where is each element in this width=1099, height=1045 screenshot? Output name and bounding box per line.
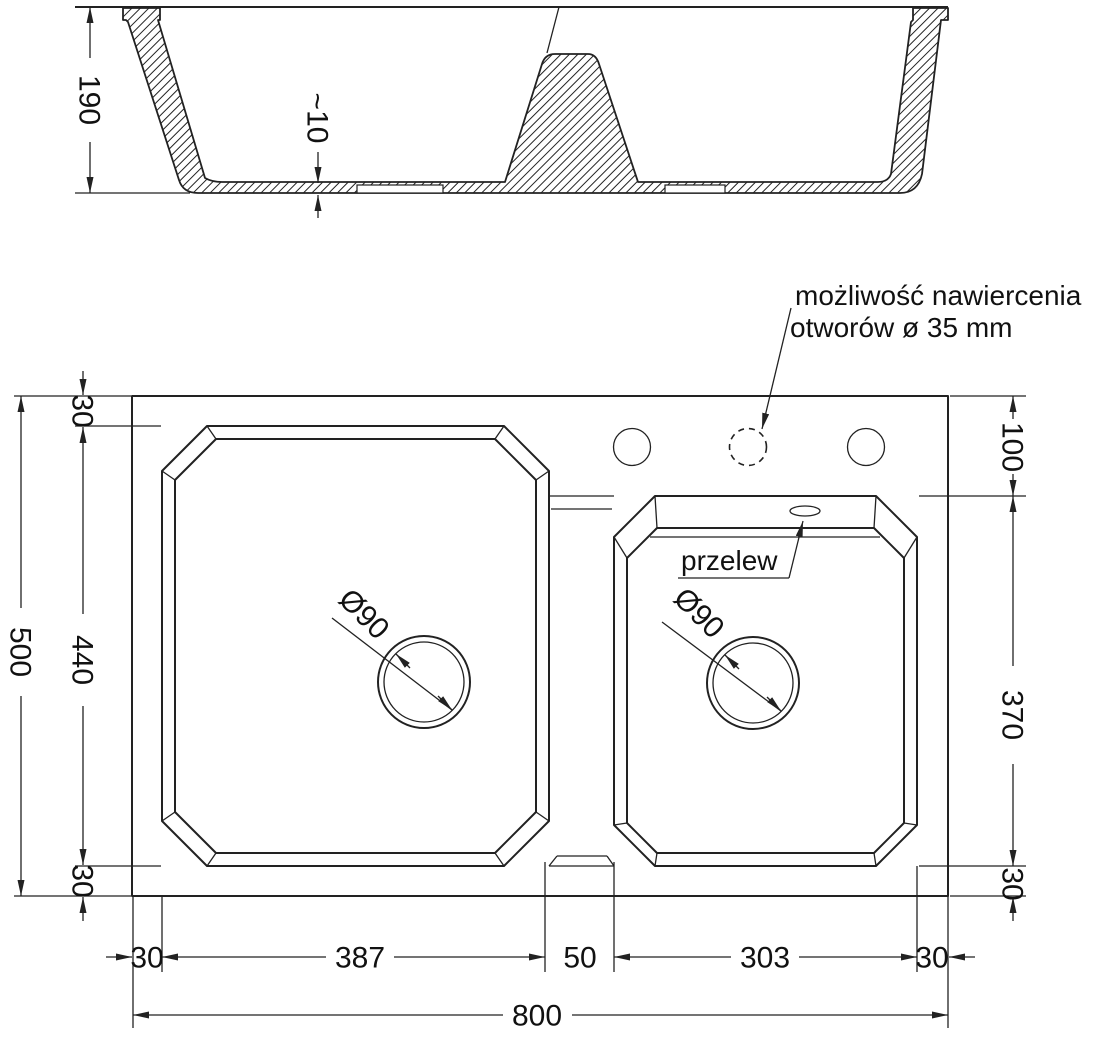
faucet-holes bbox=[614, 429, 885, 466]
dim-label-right-drain: Ø90 bbox=[666, 581, 731, 646]
drill-hole-annotation bbox=[762, 280, 1082, 429]
dim-label-right-bowl-depth: 370 bbox=[995, 689, 1029, 741]
overflow-leader bbox=[789, 521, 803, 578]
dim-label-right-bowl-width: 303 bbox=[739, 941, 791, 975]
dim-section-depth bbox=[73, 7, 106, 193]
dim-label-faucet-zone: 100 bbox=[995, 421, 1029, 473]
dim-label-section-depth: 190 bbox=[72, 74, 106, 126]
dim-label-left-bowl-width: 387 bbox=[334, 941, 386, 975]
dim-left-drain bbox=[332, 583, 452, 710]
dim-left-bowl-depth bbox=[66, 427, 99, 865]
dim-label-divider-width: 50 bbox=[563, 941, 597, 975]
dim-bottom-chain bbox=[106, 942, 975, 975]
right-drain-outer-circle bbox=[707, 637, 799, 729]
left-drain-recess bbox=[357, 185, 443, 193]
plan-view bbox=[4, 280, 1082, 1033]
dim-bottom-margin-left bbox=[66, 864, 99, 921]
dim-bottom-margin-right bbox=[996, 867, 1029, 921]
left-bowl-outer bbox=[162, 426, 549, 866]
dim-top-margin bbox=[66, 371, 99, 428]
dim-label-margin-right: 30 bbox=[915, 941, 949, 975]
annotation-leader bbox=[762, 308, 791, 429]
faucet-hole-left bbox=[614, 429, 651, 466]
right-drain-recess bbox=[665, 185, 725, 193]
dim-label-margin-left: 30 bbox=[130, 941, 164, 975]
optional-drill-hole bbox=[730, 429, 767, 466]
right-bowl-inner bbox=[627, 528, 904, 853]
annotation-line2: otworów ø 35 mm bbox=[790, 312, 1013, 343]
divider-back-edge bbox=[547, 7, 559, 53]
dim-base-thickness bbox=[301, 93, 334, 218]
dim-overall-depth bbox=[4, 396, 37, 896]
dim-right-drain bbox=[662, 582, 781, 711]
dim-label-left-drain: Ø90 bbox=[331, 582, 396, 647]
faucet-hole-right bbox=[848, 429, 885, 466]
overflow-annotation bbox=[678, 521, 803, 578]
left-drain-outer-circle bbox=[378, 636, 470, 728]
left-bowl-inner bbox=[175, 439, 536, 853]
dim-label-bottom-margin-right: 30 bbox=[995, 867, 1029, 901]
dim-label-overall-depth: 500 bbox=[3, 626, 37, 678]
section-body bbox=[123, 8, 948, 193]
sink-outer-edge bbox=[132, 396, 948, 896]
dim-label-bottom-margin-left: 30 bbox=[65, 864, 99, 898]
left-bowl bbox=[162, 426, 549, 866]
annotation-line1: możliwość nawiercenia bbox=[795, 280, 1082, 311]
dim-label-overall-width: 800 bbox=[511, 999, 563, 1033]
dim-overall-width bbox=[133, 1000, 948, 1033]
dim-label-top-margin: 30 bbox=[65, 394, 99, 428]
dim-label-left-bowl-depth: 440 bbox=[65, 634, 99, 686]
dim-faucet-zone bbox=[996, 396, 1029, 496]
section-view bbox=[73, 7, 949, 218]
divider-ledges bbox=[549, 496, 614, 866]
overflow-label: przelew bbox=[681, 545, 778, 576]
dim-label-base-thickness: ~10 bbox=[300, 92, 334, 144]
left-bowl-corner-chamfers bbox=[162, 426, 549, 866]
dim-right-bowl-depth bbox=[996, 496, 1029, 866]
overflow-hole bbox=[790, 506, 820, 516]
extension-lines bbox=[14, 396, 1026, 1028]
